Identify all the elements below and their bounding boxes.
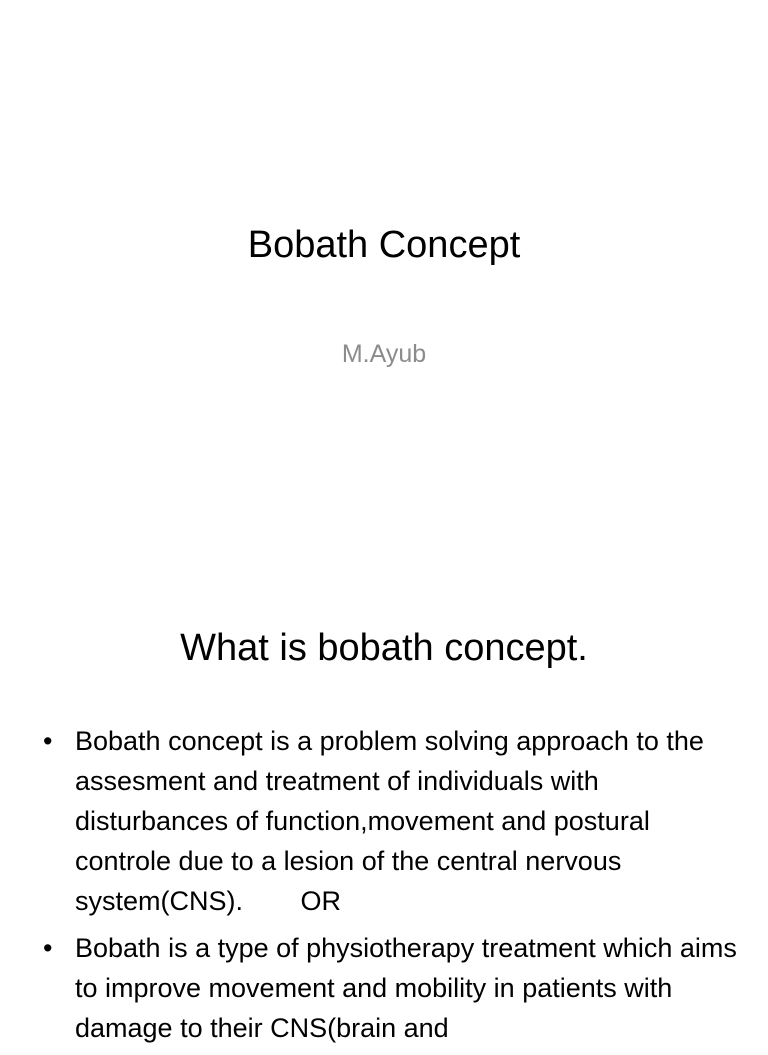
bullet-text: Bobath concept is a problem solving approach to the assesment and treatment of individuals with disturbances of function,movement and postural controle due to a lesion of the central nervous system(CNS). bbox=[75, 726, 704, 916]
bullet-item bbox=[40, 721, 740, 921]
bullet-suffix: OR bbox=[300, 886, 342, 916]
presentation-title: Bobath Concept bbox=[247, 224, 521, 266]
bullet-list bbox=[40, 721, 740, 1055]
slide-heading: What is bobath concept. bbox=[180, 627, 588, 669]
bullet-text: Bobath is a type of physiotherapy treatment which aims to improve movement and mobility in patients with damage to their CNS(brain and bbox=[75, 933, 737, 1043]
presentation-author: M.Ayub bbox=[341, 340, 427, 368]
content-slide bbox=[0, 576, 768, 1043]
bullet-item bbox=[40, 928, 740, 1048]
bullet-icon: • bbox=[43, 933, 53, 963]
bullet-icon: • bbox=[43, 726, 53, 756]
